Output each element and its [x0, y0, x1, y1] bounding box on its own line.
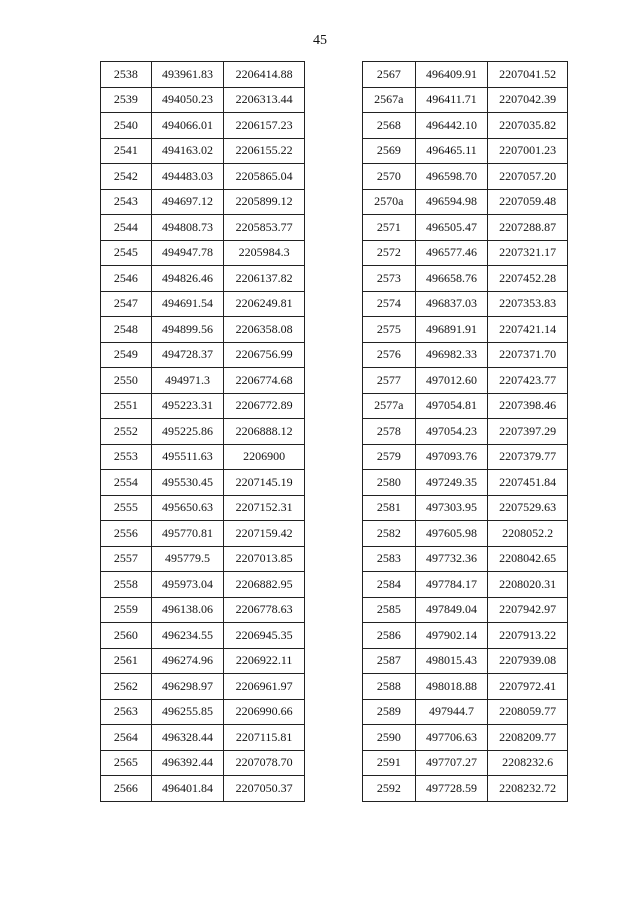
table-row: [363, 546, 568, 572]
point-number-cell: 2568: [363, 113, 416, 139]
x-coordinate-cell: 498018.88: [415, 674, 488, 700]
x-coordinate-cell: 496594.98: [415, 189, 488, 215]
page-number: 45: [313, 33, 327, 48]
x-coordinate-cell: 494066.01: [151, 113, 224, 139]
point-number-cell: 2578: [363, 419, 416, 445]
table-row: [363, 419, 568, 445]
table-row: [101, 164, 305, 190]
point-number-cell: 2575: [363, 317, 416, 343]
table-row: [101, 750, 305, 776]
y-coordinate-cell: 2207371.70: [488, 342, 568, 368]
point-number-cell: 2561: [101, 648, 152, 674]
x-coordinate-cell: 497732.36: [415, 546, 488, 572]
y-coordinate-cell: 2207059.48: [488, 189, 568, 215]
x-coordinate-cell: 496255.85: [151, 699, 224, 725]
x-coordinate-cell: 498015.43: [415, 648, 488, 674]
table-row: [363, 674, 568, 700]
coordinates-table-right-body: [363, 62, 568, 802]
y-coordinate-cell: 2207041.52: [488, 62, 568, 88]
point-number-cell: 2589: [363, 699, 416, 725]
table-row: [101, 699, 305, 725]
x-coordinate-cell: 497707.27: [415, 750, 488, 776]
table-row: [363, 368, 568, 394]
y-coordinate-cell: 2207057.20: [488, 164, 568, 190]
x-coordinate-cell: 496234.55: [151, 623, 224, 649]
x-coordinate-cell: 494728.37: [151, 342, 224, 368]
point-number-cell: 2587: [363, 648, 416, 674]
x-coordinate-cell: 496837.03: [415, 291, 488, 317]
point-number-cell: 2563: [101, 699, 152, 725]
point-number-cell: 2577a: [363, 393, 416, 419]
x-coordinate-cell: 496138.06: [151, 597, 224, 623]
point-number-cell: 2566: [101, 776, 152, 802]
x-coordinate-cell: 496891.91: [415, 317, 488, 343]
table-row: [363, 597, 568, 623]
point-number-cell: 2548: [101, 317, 152, 343]
table-row: [101, 62, 305, 88]
point-number-cell: 2569: [363, 138, 416, 164]
y-coordinate-cell: 2206882.95: [224, 572, 305, 598]
table-row: [363, 495, 568, 521]
table-row: [101, 648, 305, 674]
y-coordinate-cell: 2205865.04: [224, 164, 305, 190]
x-coordinate-cell: 493961.83: [151, 62, 224, 88]
y-coordinate-cell: 2207942.97: [488, 597, 568, 623]
point-number-cell: 2582: [363, 521, 416, 547]
point-number-cell: 2555: [101, 495, 152, 521]
point-number-cell: 2545: [101, 240, 152, 266]
y-coordinate-cell: 2207013.85: [224, 546, 305, 572]
point-number-cell: 2567a: [363, 87, 416, 113]
point-number-cell: 2549: [101, 342, 152, 368]
point-number-cell: 2550: [101, 368, 152, 394]
point-number-cell: 2556: [101, 521, 152, 547]
x-coordinate-cell: 497054.81: [415, 393, 488, 419]
x-coordinate-cell: 494826.46: [151, 266, 224, 292]
table-row: [363, 62, 568, 88]
table-row: [101, 444, 305, 470]
point-number-cell: 2551: [101, 393, 152, 419]
point-number-cell: 2574: [363, 291, 416, 317]
x-coordinate-cell: 496298.97: [151, 674, 224, 700]
y-coordinate-cell: 2207423.77: [488, 368, 568, 394]
x-coordinate-cell: 497902.14: [415, 623, 488, 649]
table-row: [363, 648, 568, 674]
table-row: [101, 291, 305, 317]
x-coordinate-cell: 496409.91: [415, 62, 488, 88]
point-number-cell: 2592: [363, 776, 416, 802]
y-coordinate-cell: 2206945.35: [224, 623, 305, 649]
table-row: [101, 572, 305, 598]
table-row: [101, 368, 305, 394]
y-coordinate-cell: 2207035.82: [488, 113, 568, 139]
point-number-cell: 2542: [101, 164, 152, 190]
table-row: [363, 291, 568, 317]
x-coordinate-cell: 494163.02: [151, 138, 224, 164]
x-coordinate-cell: 496658.76: [415, 266, 488, 292]
table-row: [101, 495, 305, 521]
point-number-cell: 2585: [363, 597, 416, 623]
point-number-cell: 2580: [363, 470, 416, 496]
y-coordinate-cell: 2208232.6: [488, 750, 568, 776]
x-coordinate-cell: 496401.84: [151, 776, 224, 802]
x-coordinate-cell: 497303.95: [415, 495, 488, 521]
y-coordinate-cell: 2207913.22: [488, 623, 568, 649]
table-row: [101, 725, 305, 751]
table-row: [363, 240, 568, 266]
x-coordinate-cell: 496982.33: [415, 342, 488, 368]
table-row: [101, 266, 305, 292]
y-coordinate-cell: 2206249.81: [224, 291, 305, 317]
y-coordinate-cell: 2205853.77: [224, 215, 305, 241]
x-coordinate-cell: 494691.54: [151, 291, 224, 317]
point-number-cell: 2539: [101, 87, 152, 113]
table-row: [101, 393, 305, 419]
y-coordinate-cell: 2206888.12: [224, 419, 305, 445]
y-coordinate-cell: 2207152.31: [224, 495, 305, 521]
coordinates-table-right: [362, 61, 568, 802]
y-coordinate-cell: 2207972.41: [488, 674, 568, 700]
y-coordinate-cell: 2205984.3: [224, 240, 305, 266]
y-coordinate-cell: 2207321.17: [488, 240, 568, 266]
point-number-cell: 2591: [363, 750, 416, 776]
table-row: [363, 444, 568, 470]
point-number-cell: 2546: [101, 266, 152, 292]
y-coordinate-cell: 2207529.63: [488, 495, 568, 521]
table-row: [101, 521, 305, 547]
y-coordinate-cell: 2206774.68: [224, 368, 305, 394]
table-row: [101, 113, 305, 139]
y-coordinate-cell: 2206772.89: [224, 393, 305, 419]
point-number-cell: 2538: [101, 62, 152, 88]
y-coordinate-cell: 2207353.83: [488, 291, 568, 317]
table-row: [363, 266, 568, 292]
point-number-cell: 2544: [101, 215, 152, 241]
x-coordinate-cell: 497605.98: [415, 521, 488, 547]
x-coordinate-cell: 497054.23: [415, 419, 488, 445]
x-coordinate-cell: 497728.59: [415, 776, 488, 802]
y-coordinate-cell: 2207452.28: [488, 266, 568, 292]
point-number-cell: 2586: [363, 623, 416, 649]
x-coordinate-cell: 495770.81: [151, 521, 224, 547]
point-number-cell: 2564: [101, 725, 152, 751]
point-number-cell: 2572: [363, 240, 416, 266]
table-row: [101, 597, 305, 623]
x-coordinate-cell: 494697.12: [151, 189, 224, 215]
table-row: [101, 419, 305, 445]
x-coordinate-cell: 496598.70: [415, 164, 488, 190]
table-row: [363, 138, 568, 164]
point-number-cell: 2557: [101, 546, 152, 572]
point-number-cell: 2579: [363, 444, 416, 470]
y-coordinate-cell: 2207001.23: [488, 138, 568, 164]
y-coordinate-cell: 2206157.23: [224, 113, 305, 139]
y-coordinate-cell: 2206137.82: [224, 266, 305, 292]
table-row: [101, 317, 305, 343]
x-coordinate-cell: 496577.46: [415, 240, 488, 266]
point-number-cell: 2554: [101, 470, 152, 496]
point-number-cell: 2565: [101, 750, 152, 776]
point-number-cell: 2584: [363, 572, 416, 598]
table-row: [363, 470, 568, 496]
y-coordinate-cell: 2208209.77: [488, 725, 568, 751]
x-coordinate-cell: 497849.04: [415, 597, 488, 623]
point-number-cell: 2577: [363, 368, 416, 394]
table-row: [101, 240, 305, 266]
point-number-cell: 2590: [363, 725, 416, 751]
table-row: [363, 699, 568, 725]
point-number-cell: 2558: [101, 572, 152, 598]
y-coordinate-cell: 2206961.97: [224, 674, 305, 700]
x-coordinate-cell: 496328.44: [151, 725, 224, 751]
y-coordinate-cell: 2207379.77: [488, 444, 568, 470]
x-coordinate-cell: 495650.63: [151, 495, 224, 521]
point-number-cell: 2588: [363, 674, 416, 700]
y-coordinate-cell: 2206900: [224, 444, 305, 470]
table-row: [101, 546, 305, 572]
table-row: [101, 342, 305, 368]
x-coordinate-cell: 497012.60: [415, 368, 488, 394]
point-number-cell: 2552: [101, 419, 152, 445]
table-row: [363, 776, 568, 802]
x-coordinate-cell: 497784.17: [415, 572, 488, 598]
table-row: [363, 342, 568, 368]
coordinates-table-left-body: [101, 62, 305, 802]
y-coordinate-cell: 2208042.65: [488, 546, 568, 572]
table-row: [363, 750, 568, 776]
point-number-cell: 2583: [363, 546, 416, 572]
x-coordinate-cell: 495223.31: [151, 393, 224, 419]
table-row: [101, 470, 305, 496]
x-coordinate-cell: 495530.45: [151, 470, 224, 496]
y-coordinate-cell: 2206358.08: [224, 317, 305, 343]
y-coordinate-cell: 2206313.44: [224, 87, 305, 113]
x-coordinate-cell: 494971.3: [151, 368, 224, 394]
point-number-cell: 2570: [363, 164, 416, 190]
point-number-cell: 2570a: [363, 189, 416, 215]
point-number-cell: 2543: [101, 189, 152, 215]
point-number-cell: 2547: [101, 291, 152, 317]
x-coordinate-cell: 494808.73: [151, 215, 224, 241]
x-coordinate-cell: 496442.10: [415, 113, 488, 139]
y-coordinate-cell: 2207042.39: [488, 87, 568, 113]
y-coordinate-cell: 2207145.19: [224, 470, 305, 496]
table-row: [101, 189, 305, 215]
table-row: [101, 623, 305, 649]
y-coordinate-cell: 2207421.14: [488, 317, 568, 343]
x-coordinate-cell: 496465.11: [415, 138, 488, 164]
x-coordinate-cell: 495779.5: [151, 546, 224, 572]
table-row: [101, 215, 305, 241]
y-coordinate-cell: 2206414.88: [224, 62, 305, 88]
point-number-cell: 2559: [101, 597, 152, 623]
x-coordinate-cell: 496411.71: [415, 87, 488, 113]
x-coordinate-cell: 494947.78: [151, 240, 224, 266]
point-number-cell: 2541: [101, 138, 152, 164]
y-coordinate-cell: 2207288.87: [488, 215, 568, 241]
y-coordinate-cell: 2207939.08: [488, 648, 568, 674]
y-coordinate-cell: 2206155.22: [224, 138, 305, 164]
table-row: [363, 189, 568, 215]
x-coordinate-cell: 494899.56: [151, 317, 224, 343]
y-coordinate-cell: 2206922.11: [224, 648, 305, 674]
y-coordinate-cell: 2206756.99: [224, 342, 305, 368]
x-coordinate-cell: 497249.35: [415, 470, 488, 496]
table-row: [363, 317, 568, 343]
y-coordinate-cell: 2207115.81: [224, 725, 305, 751]
table-row: [101, 776, 305, 802]
point-number-cell: 2573: [363, 266, 416, 292]
table-row: [363, 164, 568, 190]
y-coordinate-cell: 2208059.77: [488, 699, 568, 725]
coordinates-table-left: [100, 61, 305, 802]
point-number-cell: 2560: [101, 623, 152, 649]
x-coordinate-cell: 495225.86: [151, 419, 224, 445]
y-coordinate-cell: 2208052.2: [488, 521, 568, 547]
y-coordinate-cell: 2207397.29: [488, 419, 568, 445]
y-coordinate-cell: 2207398.46: [488, 393, 568, 419]
y-coordinate-cell: 2205899.12: [224, 189, 305, 215]
y-coordinate-cell: 2207451.84: [488, 470, 568, 496]
table-row: [363, 113, 568, 139]
y-coordinate-cell: 2207050.37: [224, 776, 305, 802]
x-coordinate-cell: 497706.63: [415, 725, 488, 751]
point-number-cell: 2553: [101, 444, 152, 470]
x-coordinate-cell: 496505.47: [415, 215, 488, 241]
table-row: [363, 623, 568, 649]
point-number-cell: 2576: [363, 342, 416, 368]
table-row: [363, 725, 568, 751]
table-row: [101, 138, 305, 164]
table-row: [363, 521, 568, 547]
x-coordinate-cell: 497093.76: [415, 444, 488, 470]
table-row: [363, 87, 568, 113]
table-row: [101, 87, 305, 113]
point-number-cell: 2567: [363, 62, 416, 88]
point-number-cell: 2581: [363, 495, 416, 521]
x-coordinate-cell: 494483.03: [151, 164, 224, 190]
x-coordinate-cell: 497944.7: [415, 699, 488, 725]
y-coordinate-cell: 2208020.31: [488, 572, 568, 598]
y-coordinate-cell: 2207078.70: [224, 750, 305, 776]
x-coordinate-cell: 495511.63: [151, 444, 224, 470]
x-coordinate-cell: 496274.96: [151, 648, 224, 674]
x-coordinate-cell: 496392.44: [151, 750, 224, 776]
table-row: [363, 393, 568, 419]
point-number-cell: 2571: [363, 215, 416, 241]
table-row: [101, 674, 305, 700]
table-row: [363, 215, 568, 241]
y-coordinate-cell: 2208232.72: [488, 776, 568, 802]
point-number-cell: 2540: [101, 113, 152, 139]
x-coordinate-cell: 495973.04: [151, 572, 224, 598]
table-row: [363, 572, 568, 598]
y-coordinate-cell: 2206778.63: [224, 597, 305, 623]
point-number-cell: 2562: [101, 674, 152, 700]
x-coordinate-cell: 494050.23: [151, 87, 224, 113]
y-coordinate-cell: 2207159.42: [224, 521, 305, 547]
y-coordinate-cell: 2206990.66: [224, 699, 305, 725]
